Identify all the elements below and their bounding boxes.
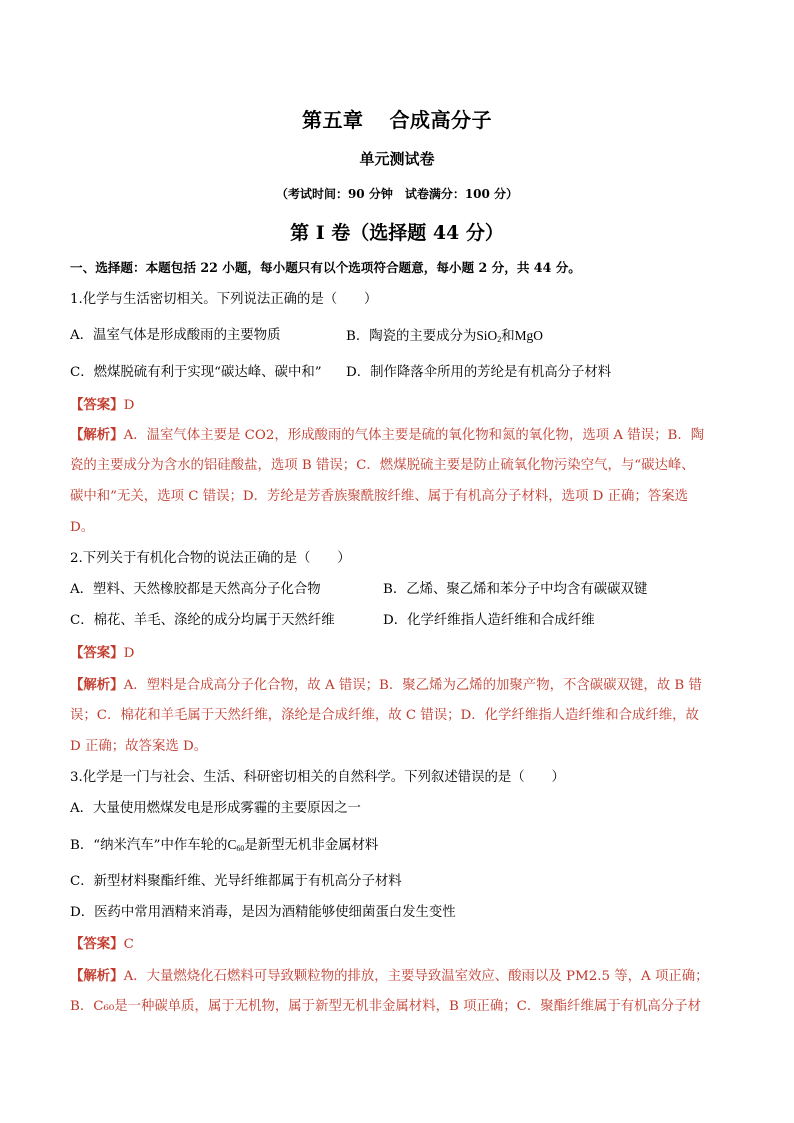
answer-value: D bbox=[123, 398, 135, 413]
question-1-analysis-line3: 碳中和”无关，选项 C 错误；D．芳纶是芳香族聚酰胺纤维、属于有机高分子材料，选项 D 正确；答案选 bbox=[70, 489, 688, 504]
question-3-analysis-line1 bbox=[70, 966, 730, 987]
option-b-text: B．“纳米汽车”中作车轮的 bbox=[70, 838, 228, 853]
question-2-answer bbox=[70, 643, 730, 664]
question-2-options-row1 bbox=[70, 580, 730, 600]
question-1-stem: 1.化学与生活密切相关。下列说法正确的是（ ） bbox=[70, 292, 378, 307]
question-3-answer bbox=[70, 934, 730, 955]
formula-sio2 bbox=[476, 328, 501, 343]
analysis-marker: 【解析】 bbox=[70, 427, 124, 443]
question-1-option-c: C．燃煤脱硫有利于实现“碳达峰、碳中和” bbox=[70, 365, 322, 380]
part-title: 第 I 卷（选择题 44 分） bbox=[290, 222, 504, 244]
question-3-option-b bbox=[70, 835, 730, 859]
question-2-option-a: A．塑料、天然橡胶都是天然高分子化合物 bbox=[70, 582, 321, 597]
formula-c: C bbox=[227, 837, 237, 852]
formula-and: 和 bbox=[501, 329, 515, 344]
question-1-option-d: D．制作降落伞所用的芳纶是有机高分子材料 bbox=[346, 365, 612, 380]
answer-marker: 【答案】 bbox=[70, 397, 124, 413]
test-subtitle: 单元测试卷 bbox=[359, 150, 435, 168]
formula-c60 bbox=[227, 837, 244, 852]
formula-sub-2: 2 bbox=[497, 335, 502, 344]
analysis-text: A．温室气体主要是 CO2，形成酸雨的气体主要是硫的氧化物和氮的氧化物，选项 A 错误；B．陶 bbox=[123, 428, 705, 443]
option-b-rest: 是新型无机非金属材料 bbox=[244, 838, 379, 853]
option-b-text: B．陶瓷的主要成分为 bbox=[346, 329, 477, 344]
analysis-text: A．塑料是合成高分子化合物，故 A 错误；B．聚乙烯为乙烯的加聚产物，不含碳碳双键，故 B 错 bbox=[123, 678, 702, 693]
chapter-number: 第五章 bbox=[302, 108, 364, 132]
question-1-analysis-line4: D。 bbox=[70, 520, 95, 535]
question-2-analysis-line1 bbox=[70, 675, 730, 696]
question-1-options-row1 bbox=[70, 326, 730, 346]
question-3-stem: 3.化学是一门与社会、生活、科研密切相关的自然科学。下列叙述错误的是（ ） bbox=[70, 770, 565, 785]
answer-marker: 【答案】 bbox=[70, 645, 124, 661]
question-2-option-d: D．化学纤维指人造纤维和合成纤维 bbox=[383, 613, 595, 628]
question-2-stem: 2.下列关于有机化合物的说法正确的是（ ） bbox=[70, 551, 351, 566]
question-2-option-c: C．棉花、羊毛、涤纶的成分均属于天然纤维 bbox=[70, 613, 335, 628]
question-1-answer bbox=[70, 395, 730, 416]
question-1-option-b bbox=[346, 326, 543, 350]
question-2-options-row2 bbox=[70, 611, 730, 631]
chapter-name: 合成高分子 bbox=[389, 108, 492, 132]
question-3-option-a: A．大量使用燃煤发电是形成雾霾的主要原因之一 bbox=[70, 801, 361, 816]
question-1-analysis-line1 bbox=[70, 425, 730, 446]
question-2-option-b: B．乙烯、聚乙烯和苯分子中均含有碳碳双键 bbox=[383, 582, 648, 597]
question-1-option-a: A．温室气体是形成酸雨的主要物质 bbox=[70, 328, 281, 343]
analysis-marker: 【解析】 bbox=[70, 677, 124, 693]
answer-marker: 【答案】 bbox=[70, 936, 124, 952]
analysis-marker: 【解析】 bbox=[70, 968, 124, 984]
formula-mgo: MgO bbox=[514, 328, 543, 343]
answer-value: C bbox=[123, 937, 134, 952]
answer-value: D bbox=[123, 646, 135, 661]
question-1-analysis-line2: 瓷的主要成分为含水的铝硅酸盐，选项 B 错误；C．燃煤脱硫主要是防止硫氧化物污染空气，与“碳达峰、 bbox=[70, 458, 695, 473]
section-intro: 一、选择题：本题包括 22 小题，每小题只有以个选项符合题意，每小题 2 分，共 44 分。 bbox=[70, 260, 581, 275]
question-2-analysis-line2: 误；C．棉花和羊毛属于天然纤维，涤纶是合成纤维，故 C 错误；D．化学纤维指人造纤维和合成纤维，故 bbox=[70, 708, 699, 723]
formula-sio: SiO bbox=[476, 328, 498, 343]
question-3-option-c: C．新型材料聚酯纤维、光导纤维都属于有机高分子材料 bbox=[70, 874, 402, 889]
chapter-title bbox=[0, 104, 794, 133]
question-2-analysis-line3: D 正确；故答案选 D。 bbox=[70, 739, 208, 754]
formula-sub-60: 60 bbox=[236, 844, 245, 853]
question-3-analysis-line2: B．C₆₀是一种碳单质，属于无机物，属于新型无机非金属材料，B 项正确；C．聚酯纤维属于有机高分子材 bbox=[70, 999, 701, 1014]
question-3-option-d: D．医药中常用酒精来消毒，是因为酒精能够使细菌蛋白发生变性 bbox=[70, 905, 456, 920]
exam-info: （考试时间：90 分钟 试卷满分：100 分） bbox=[275, 187, 519, 201]
analysis-text: A．大量燃烧化石燃料可导致颗粒物的排放，主要导致温室效应、酸雨以及 PM2.5 等，A 项正确； bbox=[123, 969, 709, 984]
question-1-options-row2 bbox=[70, 363, 730, 383]
